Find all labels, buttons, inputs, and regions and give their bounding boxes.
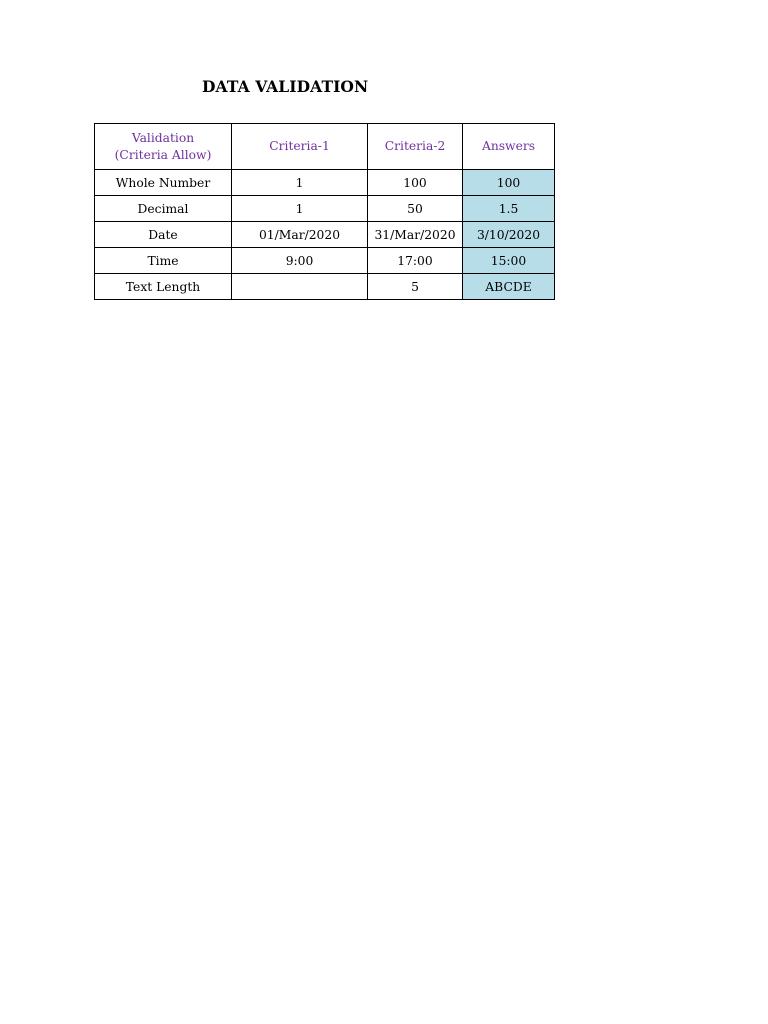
- header-criteria-2: Criteria-2: [368, 124, 463, 170]
- cell-criteria-1: 1: [232, 196, 368, 222]
- header-validation-line1: Validation: [131, 130, 195, 145]
- cell-criteria-1: 9:00: [232, 248, 368, 274]
- table-row: [95, 170, 555, 196]
- cell-validation-type: Date: [95, 222, 232, 248]
- cell-criteria-1: 01/Mar/2020: [232, 222, 368, 248]
- header-validation-line2: (Criteria Allow): [114, 147, 212, 162]
- cell-criteria-2: 31/Mar/2020: [368, 222, 463, 248]
- page-title: DATA VALIDATION: [202, 77, 369, 96]
- cell-criteria-2: 5: [368, 274, 463, 300]
- header-validation: [95, 124, 232, 170]
- table-row: [95, 222, 555, 248]
- cell-answer[interactable]: 100: [463, 170, 555, 196]
- cell-answer[interactable]: ABCDE: [463, 274, 555, 300]
- cell-criteria-2: 17:00: [368, 248, 463, 274]
- cell-criteria-2: 50: [368, 196, 463, 222]
- cell-criteria-1: 1: [232, 170, 368, 196]
- validation-table: [94, 123, 555, 300]
- table-row: [95, 196, 555, 222]
- cell-validation-type: Decimal: [95, 196, 232, 222]
- cell-answer[interactable]: 15:00: [463, 248, 555, 274]
- table-header-row: [95, 124, 555, 170]
- table-row: [95, 248, 555, 274]
- table-row: [95, 274, 555, 300]
- header-criteria-1: Criteria-1: [232, 124, 368, 170]
- cell-validation-type: Time: [95, 248, 232, 274]
- cell-validation-type: Text Length: [95, 274, 232, 300]
- cell-criteria-2: 100: [368, 170, 463, 196]
- cell-answer[interactable]: 1.5: [463, 196, 555, 222]
- header-answers: Answers: [463, 124, 555, 170]
- cell-criteria-1: [232, 274, 368, 300]
- cell-validation-type: Whole Number: [95, 170, 232, 196]
- cell-answer[interactable]: 3/10/2020: [463, 222, 555, 248]
